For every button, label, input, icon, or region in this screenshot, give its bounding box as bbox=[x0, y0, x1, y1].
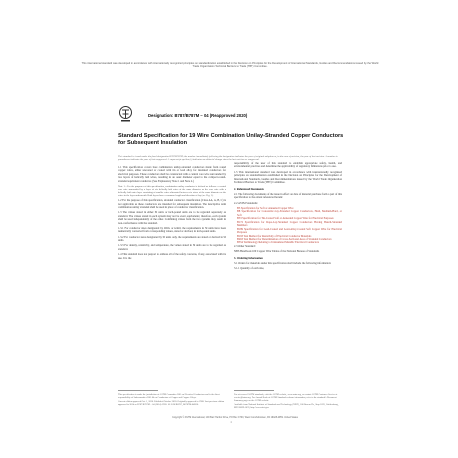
paragraph: 2.1 The following documents of the issue in effect on date of material purchase form a part of this specification to the extent referenced herein: bbox=[234, 192, 342, 200]
astm-logo-icon bbox=[118, 105, 133, 125]
reference-number: B354 bbox=[237, 241, 243, 245]
reference-number: B3 bbox=[237, 206, 241, 210]
paragraph: 1.4 This standard does not purport to address all of the safety concerns, if any, associated with its use. It is the bbox=[118, 253, 226, 260]
title-note: This standard is issued under the fixed designation B787/B787M; the number immediately following the designation indicates the year of original adoption or, in the case of revision, the year of last revision. A number in parentheses indicates the year of last reapproval. A superscript epsilon (ε) indicates an editorial change since the last revision or reapproval. bbox=[118, 155, 338, 162]
reference-item[interactable] bbox=[234, 228, 342, 235]
reference-title: Specification for Rope-Lay-Stranded Copper Conductors Having Bunch-Stranded Members bbox=[237, 220, 342, 228]
section-heading: 2. Referenced Documents bbox=[234, 187, 264, 191]
right-footnotes bbox=[234, 394, 342, 411]
reference-number: B189 bbox=[237, 227, 243, 231]
paragraph: 3.1 Orders for materials under this specification shall include the following information: bbox=[234, 262, 332, 266]
paragraph: 1.3 The values stated in either SI units or inch-pound units are to be regarded separately as standard. The values stated in each system may not be exact equivalents; therefore, each system shall be used independently of the other. Combining values from the two systems may result in non-conformance with the standard. bbox=[118, 211, 226, 225]
reference-number: B33 bbox=[237, 217, 242, 221]
paragraph: responsibility of the user of this standard to establish appropriate safety, health, and environmental practices and determine the applicability of regulatory limitations prior to use. bbox=[234, 162, 342, 169]
left-column bbox=[118, 166, 226, 262]
paragraph: 3.1.1 Quantity of each size, bbox=[234, 267, 265, 271]
footnote-rule-left bbox=[118, 390, 158, 391]
paragraph: 1.5 This international standard was developed in accordance with internationally recognized principles on standardization established in the Decision on Principles for the Development of International Standards, Guides and Recommendations issued by the World Trade Organization Technical Barriers to Trade (TBT) Committee. bbox=[234, 170, 342, 185]
standard-notice: This international standard was developed in accordance with internationally recognized principles on standardization established in the Decision on Principles for the Development of International Standards, Guides and Recommendations issued by the World Trade Organization Technical Barriers to Trade (TBT) Committee. bbox=[81, 62, 379, 69]
document-title: Standard Specification for 19 Wire Combination Unilay-Stranded Copper Conductors for Subsequent Insulation bbox=[118, 133, 344, 147]
paragraph: 1.3.2 For conductor sizes designated by SI units only, the requirements are stated or derived in SI units. bbox=[118, 235, 226, 243]
reference-title: Specification for Concentric-Lay-Stranded Copper Conductors, Hard, Medium-Hard, or Soft bbox=[237, 210, 342, 217]
footnote: For referenced ASTM standards, visit the ASTM website, www.astm.org, or contact ASTM Customer Service at service@astm.org. For Annual Book of ASTM Standards volume information, refer to the standard's Document Summary page on the ASTM website. bbox=[234, 394, 338, 402]
reference-title: Terminology Relating to Uninsulated Metallic Electrical Conductors bbox=[242, 241, 320, 245]
footnote: Current edition approved Oct. 1, 2020. Published October 2020. Originally approved in 1988. Last previous edition approved in 2014 as B787/B787M − 04 (2014). DOI: 10.1520/B0787_B0787M-04R20. bbox=[118, 400, 225, 406]
paragraph: NBS Handbook 100 Copper Wire Tables of the National Bureau of Standards bbox=[234, 250, 320, 254]
reference-number: B263 bbox=[237, 238, 243, 241]
reference-title: Specification for Soft or Annealed Copper Wire bbox=[240, 206, 294, 210]
footnote: This specification is under the jurisdiction of ASTM Committee B01 on Electrical Conductors and is the direct responsibility of Subcommittee B01.04 on Conductors of Copper and Copper Alloys. bbox=[118, 394, 220, 399]
reference-number: B8 bbox=[237, 210, 241, 214]
copyright-line: Copyright © ASTM International, 100 Barr Harbor Drive, PO Box C700, West Conshohocken, PA 19428-2959. United States bbox=[172, 417, 298, 419]
reference-title: Specification for Tin-Coated Soft or Annealed Copper Wire for Electrical Purposes bbox=[241, 217, 334, 221]
paragraph: 2.2 ASTM Standards: bbox=[234, 201, 258, 205]
reference-title: Specification for Lead-Coated and Lead-Alloy-Coated Soft Copper Wire for Electrical Purposes bbox=[237, 227, 342, 235]
designation: Designation: B787/B787M − 04 (Reapproved 2020) bbox=[148, 113, 248, 118]
page-number: 1 bbox=[230, 421, 232, 424]
reference-number: B172 bbox=[237, 220, 243, 224]
paragraph: 1.3.3 For density, resistivity, and temperature, the values stated in SI units are to be regarded as standard. bbox=[118, 244, 226, 251]
paragraph: 1.2 For the purpose of this specification, stranded conductor classification (Class AA, A, B, C) is not applicable as these conductors are intended for subsequent insulation. The descriptive term combination unilay stranded shall be used in place of conductor classification. bbox=[118, 199, 226, 210]
paragraph: 1.1 This specification covers bare combination unilay-stranded conductors made from round copper wires, either uncoated or coated with tin or lead alloy for insulated conductors for electrical purposes. These conductors shall be constructed with a central core wire surrounded by two layers of helically laid wires, resulting in an outer diameter equal to the compact-round-stranded equivalent conductor. (See Explanatory Note 1 and Note 2.) bbox=[118, 166, 226, 183]
note-text: Note 1—For the purposes of this specification, combination unilay conductor is defined as follows: a central core wire surrounded by a layer of six helically laid wires of the same diameter as the core wire with a helically laid outer layer consisting of smaller wires alternated between six wires of the same diameter as the wires in the layer underneath. Both layers have a common length and direction of lay (see Fig. 1). bbox=[118, 185, 226, 198]
footnote: Available from National Institute of Standards and Technology (NIST), 100 Bureau Dr., Stop 1070, Gaithersburg, MD 20899-1070, http://www.nist.gov. bbox=[234, 403, 339, 409]
reference-title: Test Method for Determination of Cross-Sectional Area of Stranded Conductors bbox=[242, 238, 332, 241]
reference-number: B193 bbox=[237, 234, 243, 238]
left-footnotes bbox=[118, 394, 226, 408]
reference-item[interactable] bbox=[234, 221, 342, 228]
paragraph: 2.3 Other Standard: bbox=[234, 244, 256, 248]
right-column bbox=[234, 162, 342, 273]
section-heading: 3. Ordering Information bbox=[234, 256, 263, 260]
footnote-rule-right bbox=[234, 390, 274, 391]
reference-item[interactable] bbox=[234, 210, 342, 217]
paragraph: 1.3.1 For conductor sizes designated by AWG or kcmil, the requirements in SI units have been numerically converted from corresponding values, stated or derived, in inch-pound units. bbox=[118, 227, 226, 234]
reference-title: Test Method for Resistivity of Electrical Conductor Materials bbox=[242, 234, 312, 238]
